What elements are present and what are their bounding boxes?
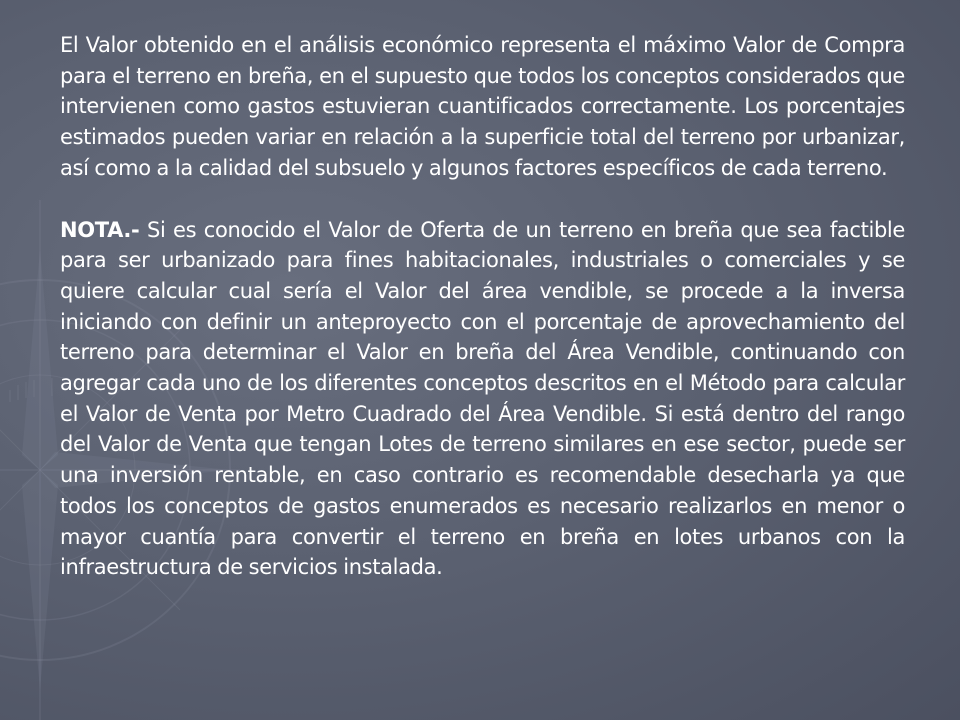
note-label: NOTA.-: [60, 217, 140, 242]
note-body: Si es conocido el Valor de Oferta de un terreno en breña que sea factible para ser urbanizado para fines habitacionales, industriales o comerciales y se quiere calcular cual sería el Valor del área vendible, se procede a la inversa iniciando con definir un anteproyecto con el porcentaje de aprovechamiento del terreno para determinar el Valor en breña del Área Vendible, continuando con agregar cada uno de los diferentes conceptos descritos en el Método para calcular el Valor de Venta por Metro Cuadrado del Área Vendible. Si está dentro del rango del Valor de Venta que tengan Lotes de terreno similares en ese sector, puede ser una inversión rentable, en caso contrario es recomendable desecharla ya que todos los conceptos de gastos enumerados es necesario realizarlos en menor o mayor cuantía para convertir el terreno en breña en lotes urbanos con la infraestructura de servicios instalada.: [60, 217, 905, 580]
paragraph-valor-analisis: El Valor obtenido en el análisis económico representa el máximo Valor de Compra para el terreno en breña, en el supuesto que todos los conceptos considerados que intervienen como gastos estuvieran cuantificados correctamente. Los porcentajes estimados pueden variar en relación a la superficie total del terreno por urbanizar, así como a la calidad del subsuelo y algunos factores específicos de cada terreno.: [60, 33, 905, 180]
paragraph-nota: [60, 215, 905, 583]
slide-text-body: [60, 30, 905, 583]
